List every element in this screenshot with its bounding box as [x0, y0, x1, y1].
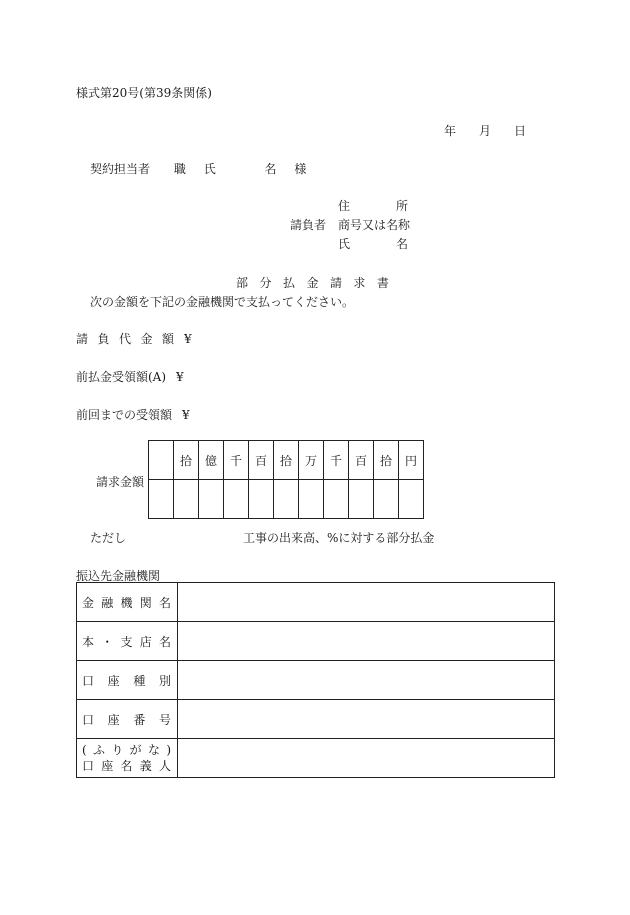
bank-table-row [77, 661, 555, 700]
business-name-label: 商号又は名称 [338, 218, 411, 232]
digit-entry-cell[interactable] [199, 480, 224, 519]
date-line [444, 122, 526, 139]
bank-field-value[interactable] [178, 583, 555, 622]
name-char: 氏 [338, 237, 351, 251]
contract-amount-label-char: 額 [161, 332, 174, 346]
bank-label-char: 名 [158, 595, 171, 610]
bank-label-char: ( [82, 743, 87, 757]
bank-label-char: 義 [139, 759, 152, 773]
digit-place-label: 億 [199, 441, 224, 480]
address-label [338, 197, 408, 214]
date-year-label: 年 [444, 124, 457, 138]
bank-label-char: 別 [158, 673, 171, 688]
contract-officer-mei: 名 [264, 162, 277, 176]
digit-place-label: 百 [249, 441, 274, 480]
contract-amount-label [76, 330, 174, 347]
bank-table-row [77, 583, 555, 622]
bank-label-char: 金 [82, 595, 95, 610]
bank-field-label [77, 739, 178, 778]
bank-label-char: 人 [158, 759, 171, 773]
bank-label-char: 関 [139, 595, 152, 610]
digit-place-label: 拾 [174, 441, 199, 480]
digit-place-label: 拾 [374, 441, 399, 480]
bank-label-char: り [111, 743, 124, 757]
bank-field-value[interactable] [178, 700, 555, 739]
previous-amount-label: 前回までの受領額 [76, 408, 173, 422]
document-title-char: 書 [376, 276, 389, 290]
bank-label-char: 支 [120, 634, 133, 649]
bank-label-char: 座 [101, 759, 114, 773]
digit-entry-cell[interactable] [324, 480, 349, 519]
bank-field-label [77, 622, 178, 661]
bank-heading: 振込先金融機関 [76, 569, 161, 583]
name-label [338, 235, 408, 252]
contract-amount-label-char: 金 [140, 332, 153, 346]
contractor-role: 請負者 [290, 218, 327, 232]
name-char: 名 [395, 237, 408, 251]
bank-label-char: 名 [120, 759, 133, 773]
advance-amount-label: 前払金受領額(A) [76, 370, 167, 384]
instruction-text: 次の金額を下記の金融機関で支払ってください。 [90, 295, 355, 309]
form-number: 様式第20号(第39条関係) [76, 86, 212, 100]
bank-label-char: 座 [107, 712, 120, 727]
bank-label-char: 種 [133, 673, 146, 688]
bank-label-char: 店 [139, 634, 152, 649]
document-title-char: 払 [282, 276, 295, 290]
date-month-label: 月 [478, 124, 491, 138]
contract-amount-label-char: 代 [118, 332, 131, 346]
digit-place-label: 百 [349, 441, 374, 480]
bank-label-char: 機 [120, 595, 133, 610]
document-title-char: 部 [236, 276, 249, 290]
digit-entry-cell[interactable] [299, 480, 324, 519]
address-char: 住 [338, 199, 351, 213]
document-title-char: 金 [306, 276, 319, 290]
bank-table-row [77, 700, 555, 739]
bank-table-row [77, 622, 555, 661]
request-amount-digit-grid [148, 440, 424, 519]
digit-spacer-cell [149, 441, 174, 480]
bank-label-char: 口 [82, 673, 95, 688]
bank-label-char: な [147, 743, 160, 757]
digit-entry-row [149, 480, 424, 519]
bank-label-char: 名 [158, 634, 171, 649]
digit-place-label: 万 [299, 441, 324, 480]
bank-label-char: 融 [101, 595, 114, 610]
date-day-label: 日 [513, 124, 526, 138]
contract-officer-position: 職 [173, 162, 186, 176]
contract-amount-label-char: 負 [97, 332, 110, 346]
digit-header-row [149, 441, 424, 480]
yen-sign: ¥ [182, 408, 190, 422]
request-amount-label: 請求金額 [96, 475, 145, 489]
address-char: 所 [395, 199, 408, 213]
contract-officer-sama: 様 [294, 162, 307, 176]
bank-field-label [77, 661, 178, 700]
proviso-text: 工事の出来高、%に対する部分払金 [243, 531, 435, 545]
digit-entry-cell[interactable] [249, 480, 274, 519]
contract-officer-shi: 氏 [203, 162, 216, 176]
digit-place-label: 千 [324, 441, 349, 480]
bank-field-value[interactable] [178, 622, 555, 661]
document-title-char: 求 [353, 276, 366, 290]
proviso-label: ただし [90, 531, 127, 545]
digit-place-label: 拾 [274, 441, 299, 480]
yen-sign: ¥ [176, 370, 184, 384]
digit-place-label: 円 [399, 441, 424, 480]
bank-label-char: 口 [82, 712, 95, 727]
document-title [236, 274, 389, 291]
digit-entry-cell[interactable] [274, 480, 299, 519]
bank-label-char: 座 [107, 673, 120, 688]
bank-label-char: ) [166, 743, 171, 757]
bank-label-char: 号 [158, 712, 171, 727]
contract-amount-label-char: 請 [76, 332, 89, 346]
digit-entry-cell[interactable] [224, 480, 249, 519]
contract-officer-title: 契約担当者 [90, 162, 151, 176]
digit-entry-cell[interactable] [349, 480, 374, 519]
bank-field-label [77, 583, 178, 622]
digit-entry-cell[interactable] [174, 480, 199, 519]
bank-label-char: ・ [101, 634, 114, 649]
document-title-char: 請 [329, 276, 342, 290]
document-title-char: 分 [259, 276, 272, 290]
previous-amount-row [76, 406, 190, 423]
bank-info-table [76, 582, 555, 778]
bank-table-row [77, 739, 555, 778]
bank-field-value[interactable] [178, 739, 555, 778]
yen-sign: ¥ [184, 332, 192, 346]
advance-amount-row [76, 368, 184, 385]
contract-amount-row [76, 330, 192, 347]
bank-field-value[interactable] [178, 661, 555, 700]
contract-officer-line [90, 160, 306, 177]
bank-label-char: 本 [82, 634, 95, 649]
bank-label-char: ふ [93, 743, 106, 757]
bank-label-char: が [129, 743, 142, 757]
bank-label-char: 番 [133, 712, 146, 727]
digit-entry-cell[interactable] [399, 480, 424, 519]
digit-entry-cell[interactable] [374, 480, 399, 519]
digit-place-label: 千 [224, 441, 249, 480]
bank-label-char: 口 [82, 759, 95, 773]
digit-spacer-cell [149, 480, 174, 519]
bank-field-label [77, 700, 178, 739]
